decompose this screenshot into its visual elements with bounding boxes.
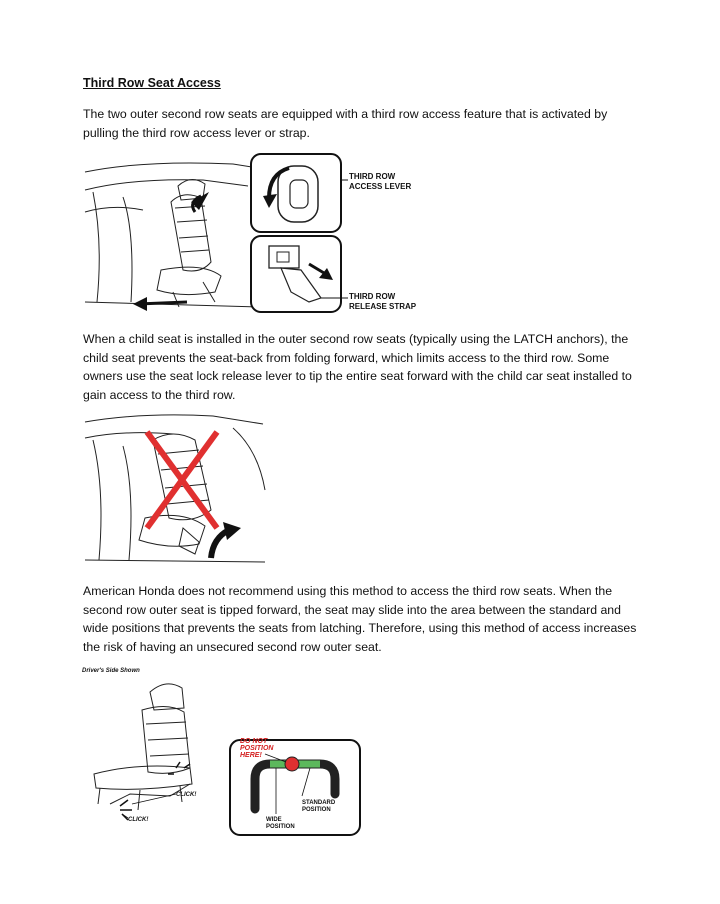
caption-drivers-side: Driver's Side Shown	[82, 668, 140, 674]
label-lever-2: ACCESS LEVER	[349, 182, 412, 191]
figure-tipped-seat-crossed	[83, 410, 268, 565]
label-click-1: CLICK!	[176, 792, 197, 798]
label-standard-1: STANDARD	[302, 800, 336, 806]
label-warn-3: HERE!	[240, 752, 262, 759]
page-heading: Third Row Seat Access	[83, 76, 221, 90]
figure-seat-rail-positions	[80, 664, 365, 839]
paragraph-warning: American Honda does not recommend using this method to access the third row seats. When the second row outer seat is tipped forward, the seat may slide into the area between the standard and wide positions that prevents the seats from latching. Therefore, using this method of access increases the risk of having an unsecured second row outer seat.	[83, 584, 637, 654]
label-wide-1: WIDE	[266, 817, 282, 823]
paragraph-intro: The two outer second row seats are equipped with a third row access feature that is activated by pulling the third row access lever or strap.	[83, 107, 608, 140]
label-strap-1: THIRD ROW	[349, 292, 396, 301]
label-strap-2: RELEASE STRAP	[349, 302, 417, 311]
label-warn-2: POSITION	[240, 745, 274, 752]
figure-access-lever	[83, 152, 423, 317]
label-standard-2: POSITION	[302, 807, 331, 813]
label-lever-1: THIRD ROW	[349, 172, 396, 181]
paragraph-child-seat: When a child seat is installed in the outer second row seats (typically using the LATCH anchors), the child seat prevents the seat-back from folding forward, which limits access to the third row. Some owners use the seat lock release lever to tip the entire seat forward with the child car seat installed to gain access to the third row.	[83, 332, 632, 402]
label-warn-1: DO NOT	[240, 738, 268, 745]
label-click-2: CLICK!	[128, 817, 149, 823]
label-wide-2: POSITION	[266, 824, 295, 830]
